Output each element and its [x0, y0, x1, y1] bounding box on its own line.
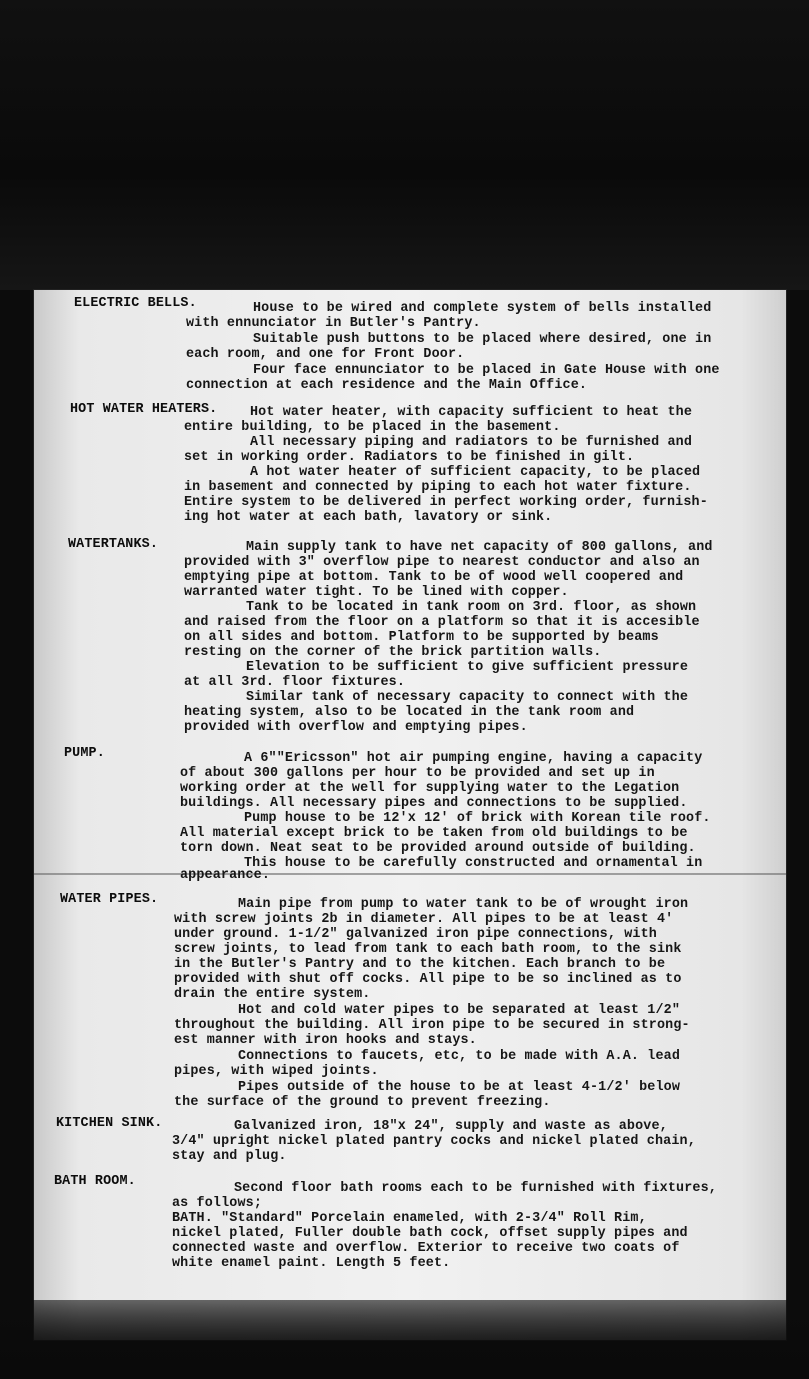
section-heading-water-pipes: WATER PIPES.: [60, 892, 159, 907]
text-line: A hot water heater of sufficient capacity, to be placed: [250, 465, 701, 480]
text-line: provided with 3" overflow pipe to nearest conductor and also an: [184, 555, 700, 570]
text-line: Entire system to be delivered in perfect working order, furnish-: [184, 495, 708, 510]
text-line: buildings. All necessary pipes and connections to be supplied.: [180, 796, 688, 811]
text-line: as follows;: [172, 1196, 263, 1211]
text-line: provided with shut off cocks. All pipe to be so inclined as to: [174, 972, 682, 987]
text-line: at all 3rd. floor fixtures.: [184, 675, 406, 690]
text-line: Hot water heater, with capacity sufficient to heat the: [250, 405, 693, 420]
text-line: working order at the well for supplying water to the Legation: [180, 781, 680, 796]
text-line: set in working order. Radiators to be finished in gilt.: [184, 450, 635, 465]
text-line: House to be wired and complete system of bells installed: [253, 301, 712, 316]
text-line: 3/4" upright nickel plated pantry cocks and nickel plated chain,: [172, 1134, 696, 1149]
page-fold-line: [34, 873, 786, 875]
text-line: Elevation to be sufficient to give sufficient pressure: [246, 660, 689, 675]
text-line: nickel plated, Fuller double bath cock, offset supply pipes and: [172, 1226, 688, 1241]
text-line: This house to be carefully constructed and ornamental in: [244, 856, 703, 871]
text-line: white enamel paint. Length 5 feet.: [172, 1256, 451, 1271]
text-line: connection at each residence and the Main Office.: [186, 378, 588, 393]
text-line: Pipes outside of the house to be at least 4-1/2' below: [238, 1080, 681, 1095]
text-line: emptying pipe at bottom. Tank to be of wood well coopered and: [184, 570, 684, 585]
text-line: throughout the building. All iron pipe to be secured in strong-: [174, 1018, 690, 1033]
text-line: Similar tank of necessary capacity to connect with the: [246, 690, 689, 705]
text-line: Pump house to be 12'x 12' of brick with Korean tile roof.: [244, 811, 711, 826]
text-line: under ground. 1-1/2" galvanized iron pipe connections, with: [174, 927, 657, 942]
text-line: All material except brick to be taken from old buildings to be: [180, 826, 688, 841]
section-heading-kitchen-sink: KITCHEN SINK.: [56, 1116, 163, 1131]
text-line: in basement and connected by piping to each hot water fixture.: [184, 480, 692, 495]
text-line: appearance.: [180, 868, 271, 883]
text-line: Hot and cold water pipes to be separated at least 1/2": [238, 1003, 681, 1018]
text-line: each room, and one for Front Door.: [186, 347, 465, 362]
text-line: ing hot water at each bath, lavatory or sink.: [184, 510, 553, 525]
text-line: torn down. Neat seat to be provided around outside of building.: [180, 841, 696, 856]
section-heading-bath-room: BATH ROOM.: [54, 1174, 136, 1189]
text-line: resting on the corner of the brick partition walls.: [184, 645, 602, 660]
text-line: heating system, also to be located in the tank room and: [184, 705, 635, 720]
text-line: drain the entire system.: [174, 987, 371, 1002]
text-line: in the Butler's Pantry and to the kitchen. Each branch to be: [174, 957, 666, 972]
scan-dark-margin: [0, 0, 809, 290]
text-line: stay and plug.: [172, 1149, 287, 1164]
section-heading-electric-bells: ELECTRIC BELLS.: [74, 296, 197, 311]
text-line: connected waste and overflow. Exterior to receive two coats of: [172, 1241, 680, 1256]
text-line: Galvanized iron, 18"x 24", supply and waste as above,: [234, 1119, 668, 1134]
text-line: Connections to faucets, etc, to be made with A.A. lead: [238, 1049, 681, 1064]
scan-bottom-shadow: [0, 1300, 809, 1379]
text-line: on all sides and bottom. Platform to be supported by beams: [184, 630, 659, 645]
text-line: provided with overflow and emptying pipes.: [184, 720, 528, 735]
text-line: the surface of the ground to prevent freezing.: [174, 1095, 551, 1110]
text-line: Tank to be located in tank room on 3rd. floor, as shown: [246, 600, 697, 615]
text-line: entire building, to be placed in the basement.: [184, 420, 561, 435]
text-line: A 6""Ericsson" hot air pumping engine, having a capacity: [244, 751, 703, 766]
text-line: warranted water tight. To be lined with copper.: [184, 585, 569, 600]
text-line: screw joints, to lead from tank to each bath room, to the sink: [174, 942, 682, 957]
section-heading-watertanks: WATERTANKS.: [68, 537, 159, 552]
text-line: est manner with iron hooks and stays.: [174, 1033, 477, 1048]
text-line: BATH. "Standard" Porcelain enameled, with 2-3/4" Roll Rim,: [172, 1211, 647, 1226]
section-heading-hot-water-heaters: HOT WATER HEATERS.: [70, 402, 218, 417]
text-line: Second floor bath rooms each to be furnished with fixtures,: [234, 1181, 717, 1196]
text-line: of about 300 gallons per hour to be provided and set up in: [180, 766, 655, 781]
text-line: pipes, with wiped joints.: [174, 1064, 379, 1079]
text-line: Suitable push buttons to be placed where desired, one in: [253, 332, 712, 347]
text-line: Main pipe from pump to water tank to be of wrought iron: [238, 897, 689, 912]
text-line: and raised from the floor on a platform so that it is accesible: [184, 615, 700, 630]
text-line: Four face ennunciator to be placed in Gate House with one: [253, 363, 720, 378]
text-line: with ennunciator in Butler's Pantry.: [186, 316, 481, 331]
text-line: with screw joints 2b in diameter. All pipes to be at least 4': [174, 912, 674, 927]
document-page: [34, 290, 786, 1340]
section-heading-pump: PUMP.: [64, 746, 105, 761]
text-line: Main supply tank to have net capacity of 800 gallons, and: [246, 540, 713, 555]
text-line: All necessary piping and radiators to be furnished and: [250, 435, 693, 450]
